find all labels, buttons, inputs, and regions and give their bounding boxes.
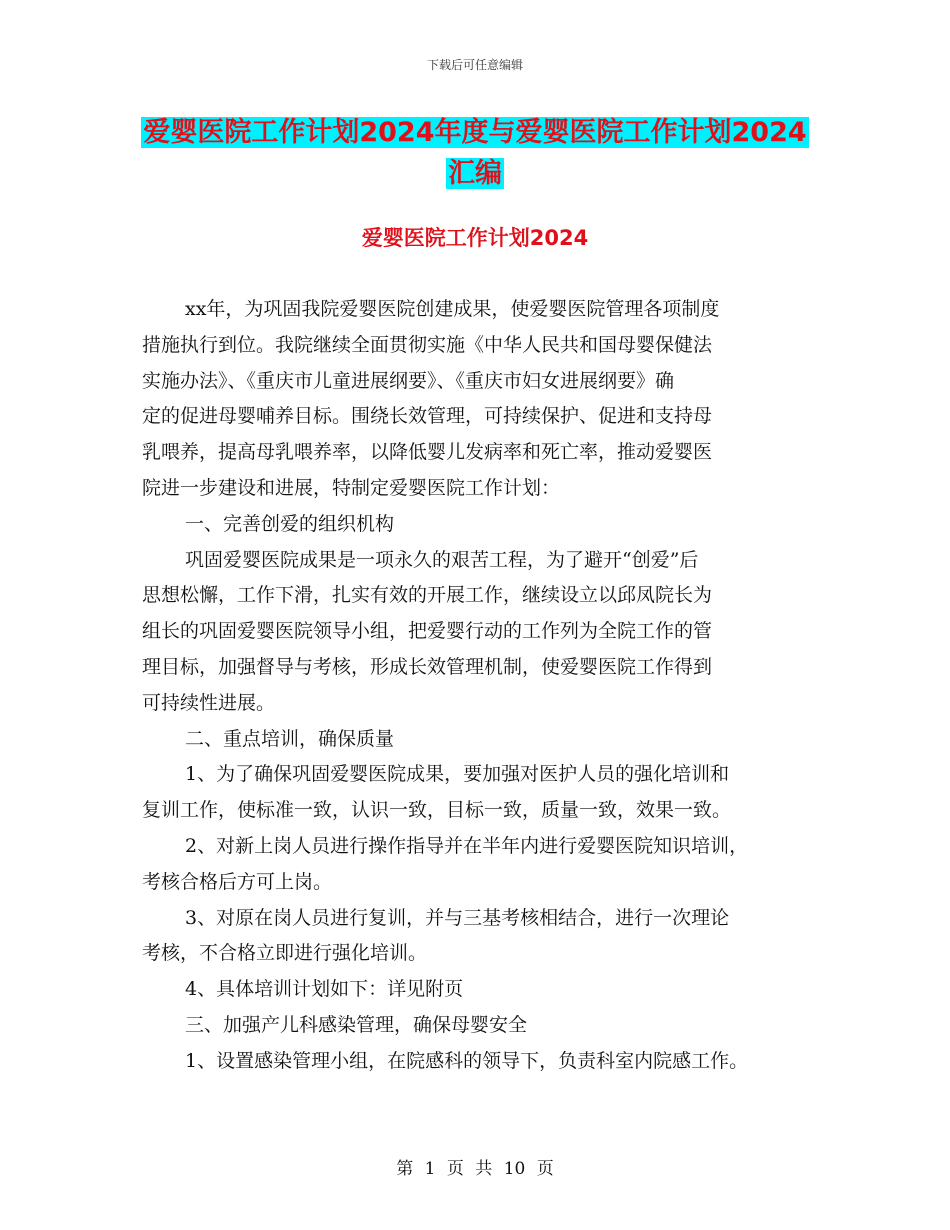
paragraph-line: 乳喂养，提高母乳喂养率，以降低婴儿发病率和死亡率，推动爱婴医 <box>142 441 713 464</box>
section-title: 爱婴医院工作计划2024 <box>361 226 589 250</box>
paragraph-line: 复训工作，使标准一致，认识一致，目标一致，质量一致，效果一致。 <box>142 799 732 822</box>
body-text <box>142 292 824 1080</box>
page-footer: 第 1 页 共 10 页 <box>396 1159 554 1179</box>
paragraph-line: 院进一步建设和进展，特制定爱婴医院工作计划： <box>142 476 561 499</box>
paragraph-line: 2、对新上岗人员进行操作指导并在半年内进行爱婴医院知识培训， <box>185 834 749 857</box>
section-heading: 一、完善创爱的组织机构 <box>185 512 395 535</box>
paragraph-line: 1、设置感染管理小组，在院感科的领导下，负责科室内院感工作。 <box>185 1049 749 1072</box>
paragraph-line: 考核合格后方可上岗。 <box>142 870 333 893</box>
paragraph-line: 可持续性进展。 <box>142 691 276 714</box>
paragraph-line: 考核，不合格立即进行强化培训。 <box>142 942 428 965</box>
paragraph-line: xx年，为巩固我院爱婴医院创建成果，使爱婴医院管理各项制度 <box>185 298 720 320</box>
paragraph-line: 组长的巩固爱婴医院领导小组，把爱婴行动的工作列为全院工作的管 <box>142 620 713 643</box>
document-title-line-2: 汇编 <box>448 158 502 189</box>
document-title <box>0 112 950 194</box>
paragraph-line: 定的促进母婴哺养目标。围绕长效管理，可持续保护、促进和支持母 <box>142 405 713 428</box>
section-heading: 三、加强产儿科感染管理，确保母婴安全 <box>185 1013 528 1036</box>
header-note: 下载后可任意编辑 <box>426 58 523 72</box>
paragraph-line: 理目标，加强督导与考核，形成长效管理机制，使爱婴医院工作得到 <box>142 655 713 678</box>
paragraph-line: 3、对原在岗人员进行复训，并与三基考核相结合，进行一次理论 <box>185 906 730 929</box>
paragraph-line: 思想松懈，工作下滑，扎实有效的开展工作，继续设立以邱凤院长为 <box>142 584 713 607</box>
paragraph-line: 巩固爱婴医院成果是一项永久的艰苦工程，为了避开“创爱”后 <box>185 548 699 571</box>
paragraph-line: 实施办法》、《重庆市儿童进展纲要》、《重庆市妇女进展纲要》确 <box>142 369 675 392</box>
paragraph-line: 4、具体培训计划如下：详见附页 <box>185 978 464 1001</box>
paragraph-line: 1、为了确保巩固爱婴医院成果，要加强对医护人员的强化培训和 <box>185 763 730 786</box>
paragraph-line: 措施执行到位。我院继续全面贯彻实施《中华人民共和国母婴保健法 <box>142 333 713 356</box>
document-title-line-1: 爱婴医院工作计划2024年度与爱婴医院工作计划2024 <box>143 117 807 148</box>
section-heading: 二、重点培训，确保质量 <box>185 727 395 750</box>
